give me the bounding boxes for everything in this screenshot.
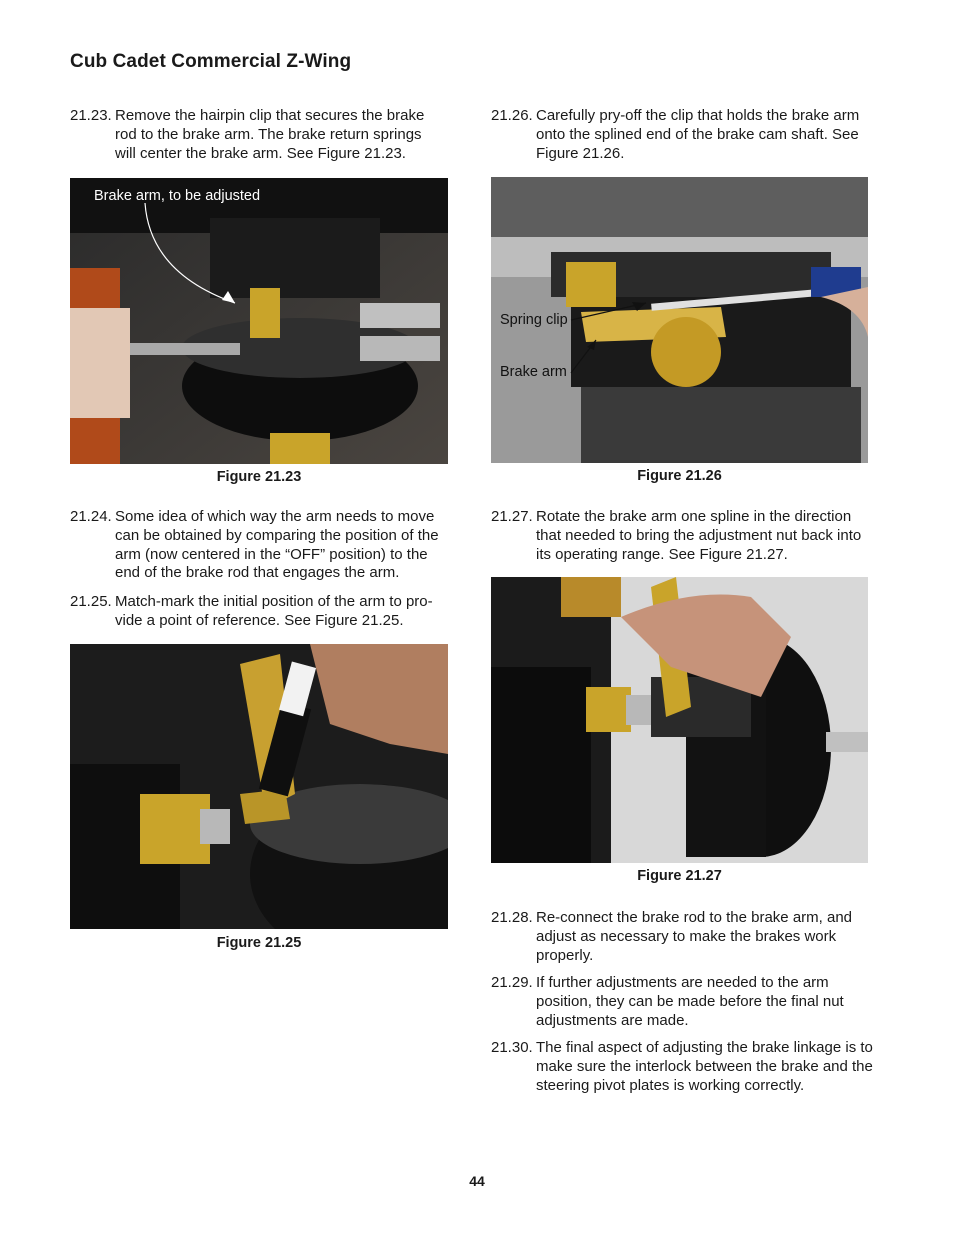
callout-brake-arm: Brake arm xyxy=(500,364,567,380)
callout-spring-clip: Spring clip xyxy=(500,312,568,328)
step-number: 21.27. xyxy=(491,508,533,525)
figure-21-23-caption: Figure 21.23 xyxy=(216,469,302,485)
figure-21-25-photo xyxy=(70,644,448,929)
step-text: Carefully pry-off the clip that holds the brake arm onto the splined end of the brake cam shaft. See Figure 21.26. xyxy=(536,107,860,162)
step-number: 21.30. xyxy=(491,1039,533,1056)
step-number: 21.28. xyxy=(491,909,533,926)
step-text: Match-mark the initial position of the arm to pro-vide a point of reference. See Figure 21.25. xyxy=(115,593,433,629)
step-number: 21.25. xyxy=(70,593,112,610)
figure-21-27-caption: Figure 21.27 xyxy=(637,868,722,884)
callout-brake-arm-to-be-adjusted: Brake arm, to be adjusted xyxy=(94,188,261,204)
figure-21-25-caption: Figure 21.25 xyxy=(216,935,302,951)
step-number: 21.26. xyxy=(491,107,533,124)
step-number: 21.29. xyxy=(491,974,533,991)
figure-21-27-photo xyxy=(491,577,868,863)
step-number: 21.23. xyxy=(70,107,112,124)
page-number: 44 xyxy=(469,1173,485,1189)
step-text: Re-connect the brake rod to the brake arm, and adjust as necessary to make the brakes work properly. xyxy=(536,909,853,964)
figure-21-26-caption: Figure 21.26 xyxy=(637,468,722,484)
step-text: Some idea of which way the arm needs to move can be obtained by comparing the position of the arm (now centered in the “OFF” position) to the end of the brake rod that engages the arm. xyxy=(115,508,439,582)
step-text: The final aspect of adjusting the brake linkage is to make sure the interlock between the brake and the steering pivot plates is working correctly. xyxy=(536,1039,873,1094)
step-number: 21.24. xyxy=(70,508,112,525)
step-text: Remove the hairpin clip that secures the brake rod to the brake arm. The brake return springs will center the brake arm. See Figure 21.23. xyxy=(115,107,425,162)
step-text: If further adjustments are needed to the arm position, they can be made before the final nut adjustments are made. xyxy=(536,974,844,1029)
figure-21-23-photo xyxy=(70,178,448,464)
page-header-title: Cub Cadet Commercial Z-Wing xyxy=(70,51,352,72)
step-text: Rotate the brake arm one spline in the direction that needed to bring the adjustment nut back into its operating range. See Figure 21.27. xyxy=(536,508,862,563)
